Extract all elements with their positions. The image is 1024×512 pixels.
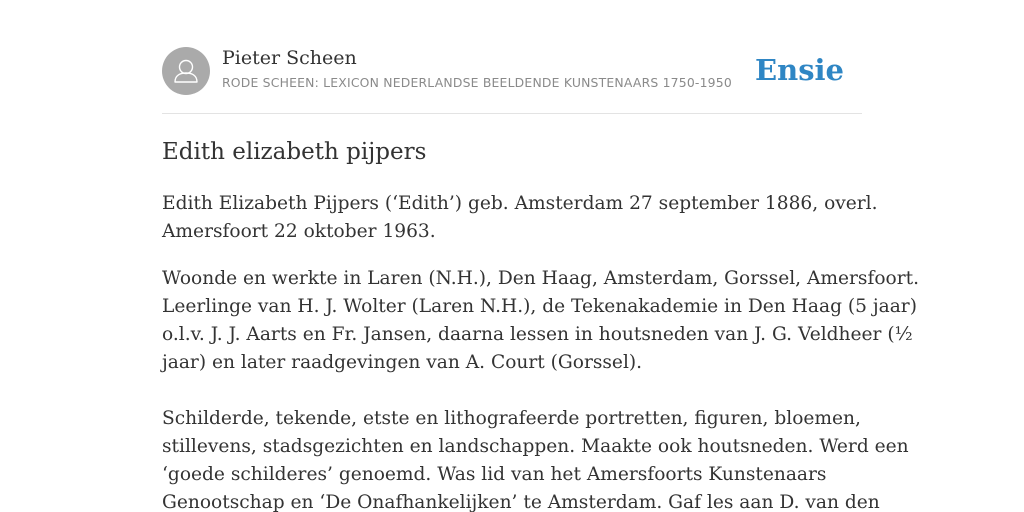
article-header: [162, 0, 862, 114]
paragraph-2: [162, 265, 920, 512]
content-container: [162, 0, 920, 512]
text-line: Genootschap en ‘De Onafhankelijken’ te Amsterdam. Gaf les aan D. van den: [162, 492, 880, 512]
article-title: Edith elizabeth pijpers: [162, 139, 427, 165]
paragraph-1: [162, 190, 878, 246]
text-line: o.l.v. J. J. Aarts en Fr. Jansen, daarna lessen in houtsneden van J. G. Veldheer (½: [162, 324, 913, 345]
user-avatar-icon[interactable]: [162, 47, 210, 95]
line-break: [162, 377, 862, 405]
text-line: jaar) en later raadgevingen van A. Court (Gorssel).: [162, 352, 643, 373]
text-line: stillevens, stadsgezichten en landschappen. Maakte ook houtsneden. Werd een: [162, 436, 909, 457]
author-name[interactable]: Pieter Scheen: [222, 47, 357, 69]
text-line: Amersfoort 22 oktober 1963.: [162, 221, 436, 242]
source-title[interactable]: RODE SCHEEN: LEXICON NEDERLANDSE BEELDENDE KUNSTENAARS 1750-1950: [222, 75, 732, 90]
text-line: Schilderde, tekende, etste en lithografeerde portretten, figuren, bloemen,: [162, 408, 861, 429]
text-line: Edith Elizabeth Pijpers (‘Edith’) geb. Amsterdam 27 september 1886, overl.: [162, 193, 878, 214]
article-body: [162, 190, 920, 512]
site-logo[interactable]: Ensie: [755, 53, 844, 87]
text-line: Leerlinge van H. J. Wolter (Laren N.H.), de Tekenakademie in Den Haag (5 jaar): [162, 296, 917, 317]
text-line: ‘goede schilderes’ genoemd. Was lid van het Amersfoorts Kunstenaars: [162, 464, 827, 485]
person-outline-icon: [162, 47, 210, 95]
text-line: Woonde en werkte in Laren (N.H.), Den Haag, Amsterdam, Gorssel, Amersfoort.: [162, 268, 920, 289]
